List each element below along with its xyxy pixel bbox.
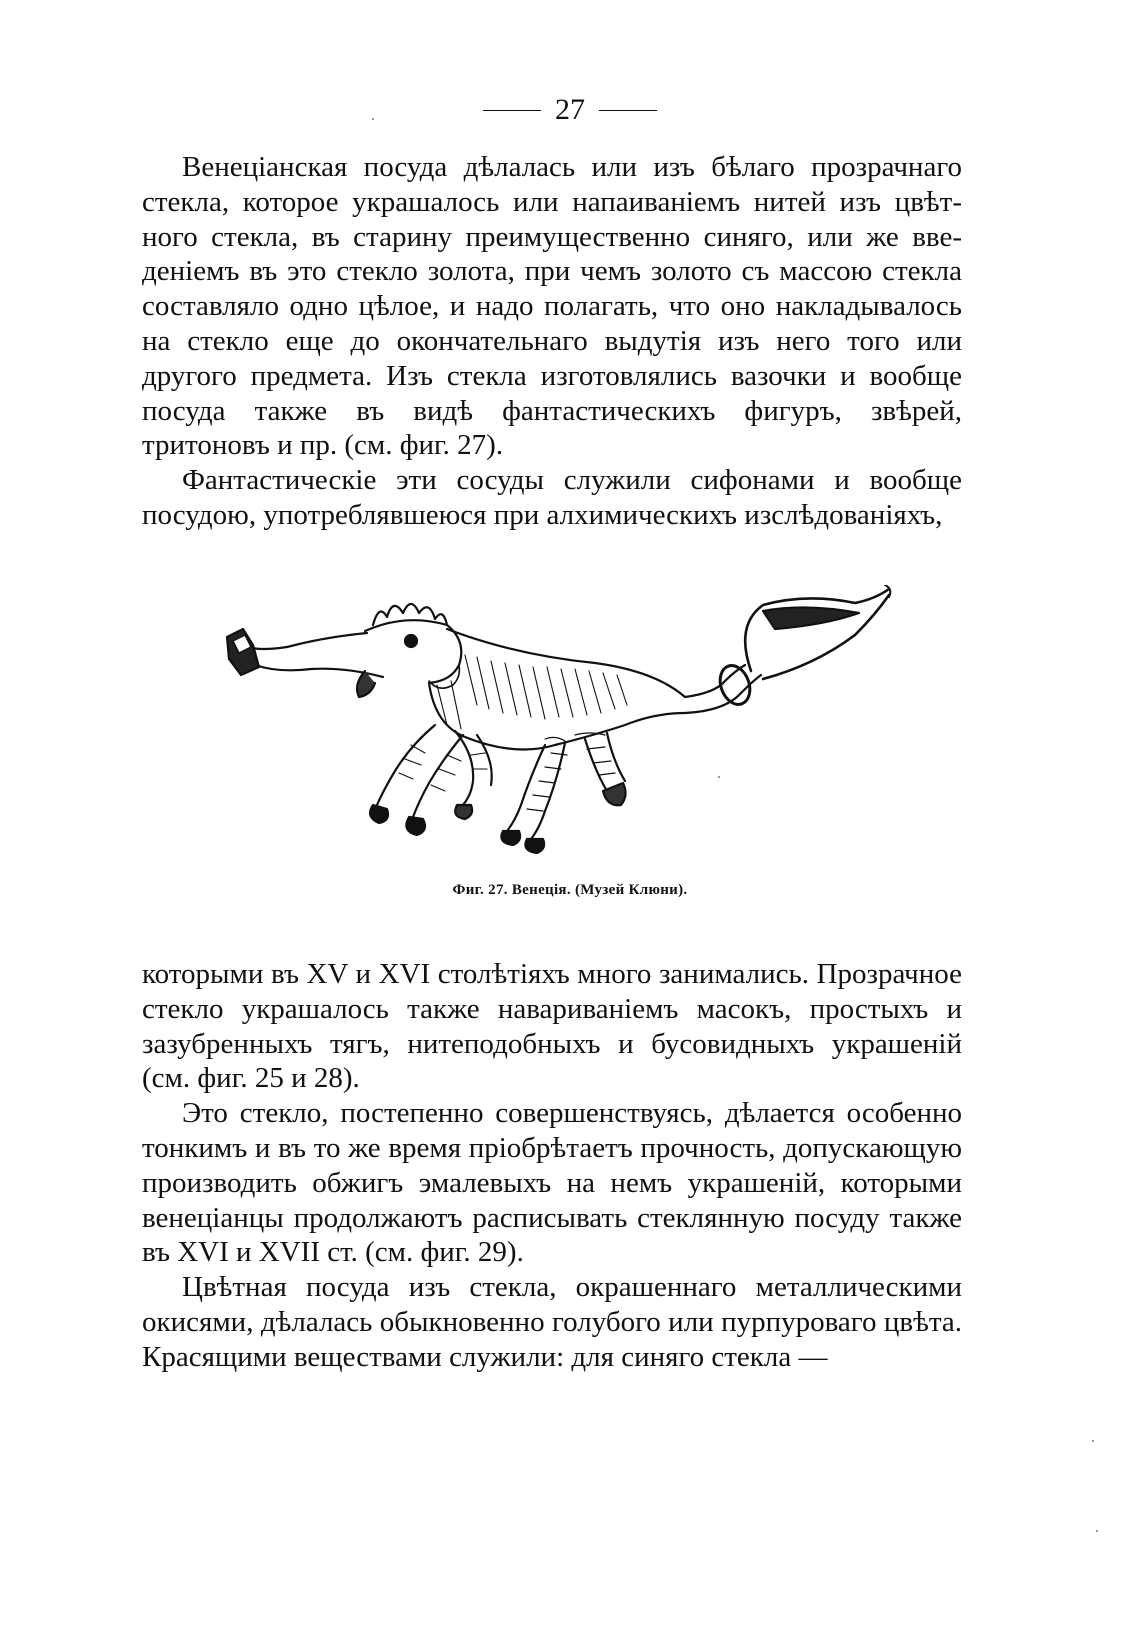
scan-speck — [1096, 1530, 1098, 1532]
figure-illustration — [215, 585, 905, 855]
fantastic-beast-vessel-drawing — [215, 585, 905, 855]
text-block-bottom — [142, 957, 962, 1375]
paragraph: Цвѣтная посуда изъ стекла, окрашеннаго металлическими окисями, дѣлалась обыкновенно голубого или пурпуроваго цвѣта. Красящими веществами служили: для синяго стекла — — [142, 1271, 962, 1373]
figure-caption: Фиг. 27. Венеція. (Музей Клюни). — [452, 882, 688, 898]
paragraph-continuation: которыми въ XV и XVI столѣтіяхъ много занимались. Прозрачное стекло украшалось также навариваніемъ масокъ, простыхъ и зазубренныхъ тягъ, нитеподобныхъ и бусовидныхъ украшеній (см. фиг. 25 и 28). — [142, 958, 962, 1095]
paragraph: Это стекло, постепенно совершенствуясь, дѣлается особенно тонкимъ и въ то же время пріобрѣтаетъ прочность, допускающую производить обжигъ эмалевыхъ на немъ украшеній, которыми венеціанцы продолжаютъ расписывать стеклянную посуду также въ XVI и XVII ст. (см. фиг. 29). — [142, 1097, 962, 1269]
paragraph: Фантастическіе эти сосуды служили сифонами и вообще посудою, употреблявшеюся при алхимическихъ изслѣдованіяхъ, — [142, 464, 962, 531]
scan-speck — [1092, 1440, 1094, 1442]
header-rule-right — [599, 110, 657, 111]
paragraph: Венеціанская посуда дѣлалась или изъ бѣлаго прозрачнаго стекла, которое украшалось или напаиваніемъ нитей изъ цвѣтного стекла, въ старину преимущественно синяго, или же введеніемъ въ это стекло золота, при чемъ золото съ массою стекла составляло одно цѣлое, и надо полагать, что оно накладывалось на стекло еще до окончательнаго выдутія изъ него того или другого предмета. Изъ стекла изготовлялись вазочки и вообще посуда также въ видѣ фантастическихъ фигуръ, звѣрей, тритоновъ и пр. (см. фиг. 27). — [142, 151, 962, 462]
scan-speck — [372, 118, 374, 120]
page-number: 27 — [555, 93, 585, 126]
header-rule-left — [483, 110, 541, 111]
scan-speck — [718, 776, 720, 778]
text-block-top — [142, 150, 962, 533]
page-header — [0, 92, 1140, 128]
